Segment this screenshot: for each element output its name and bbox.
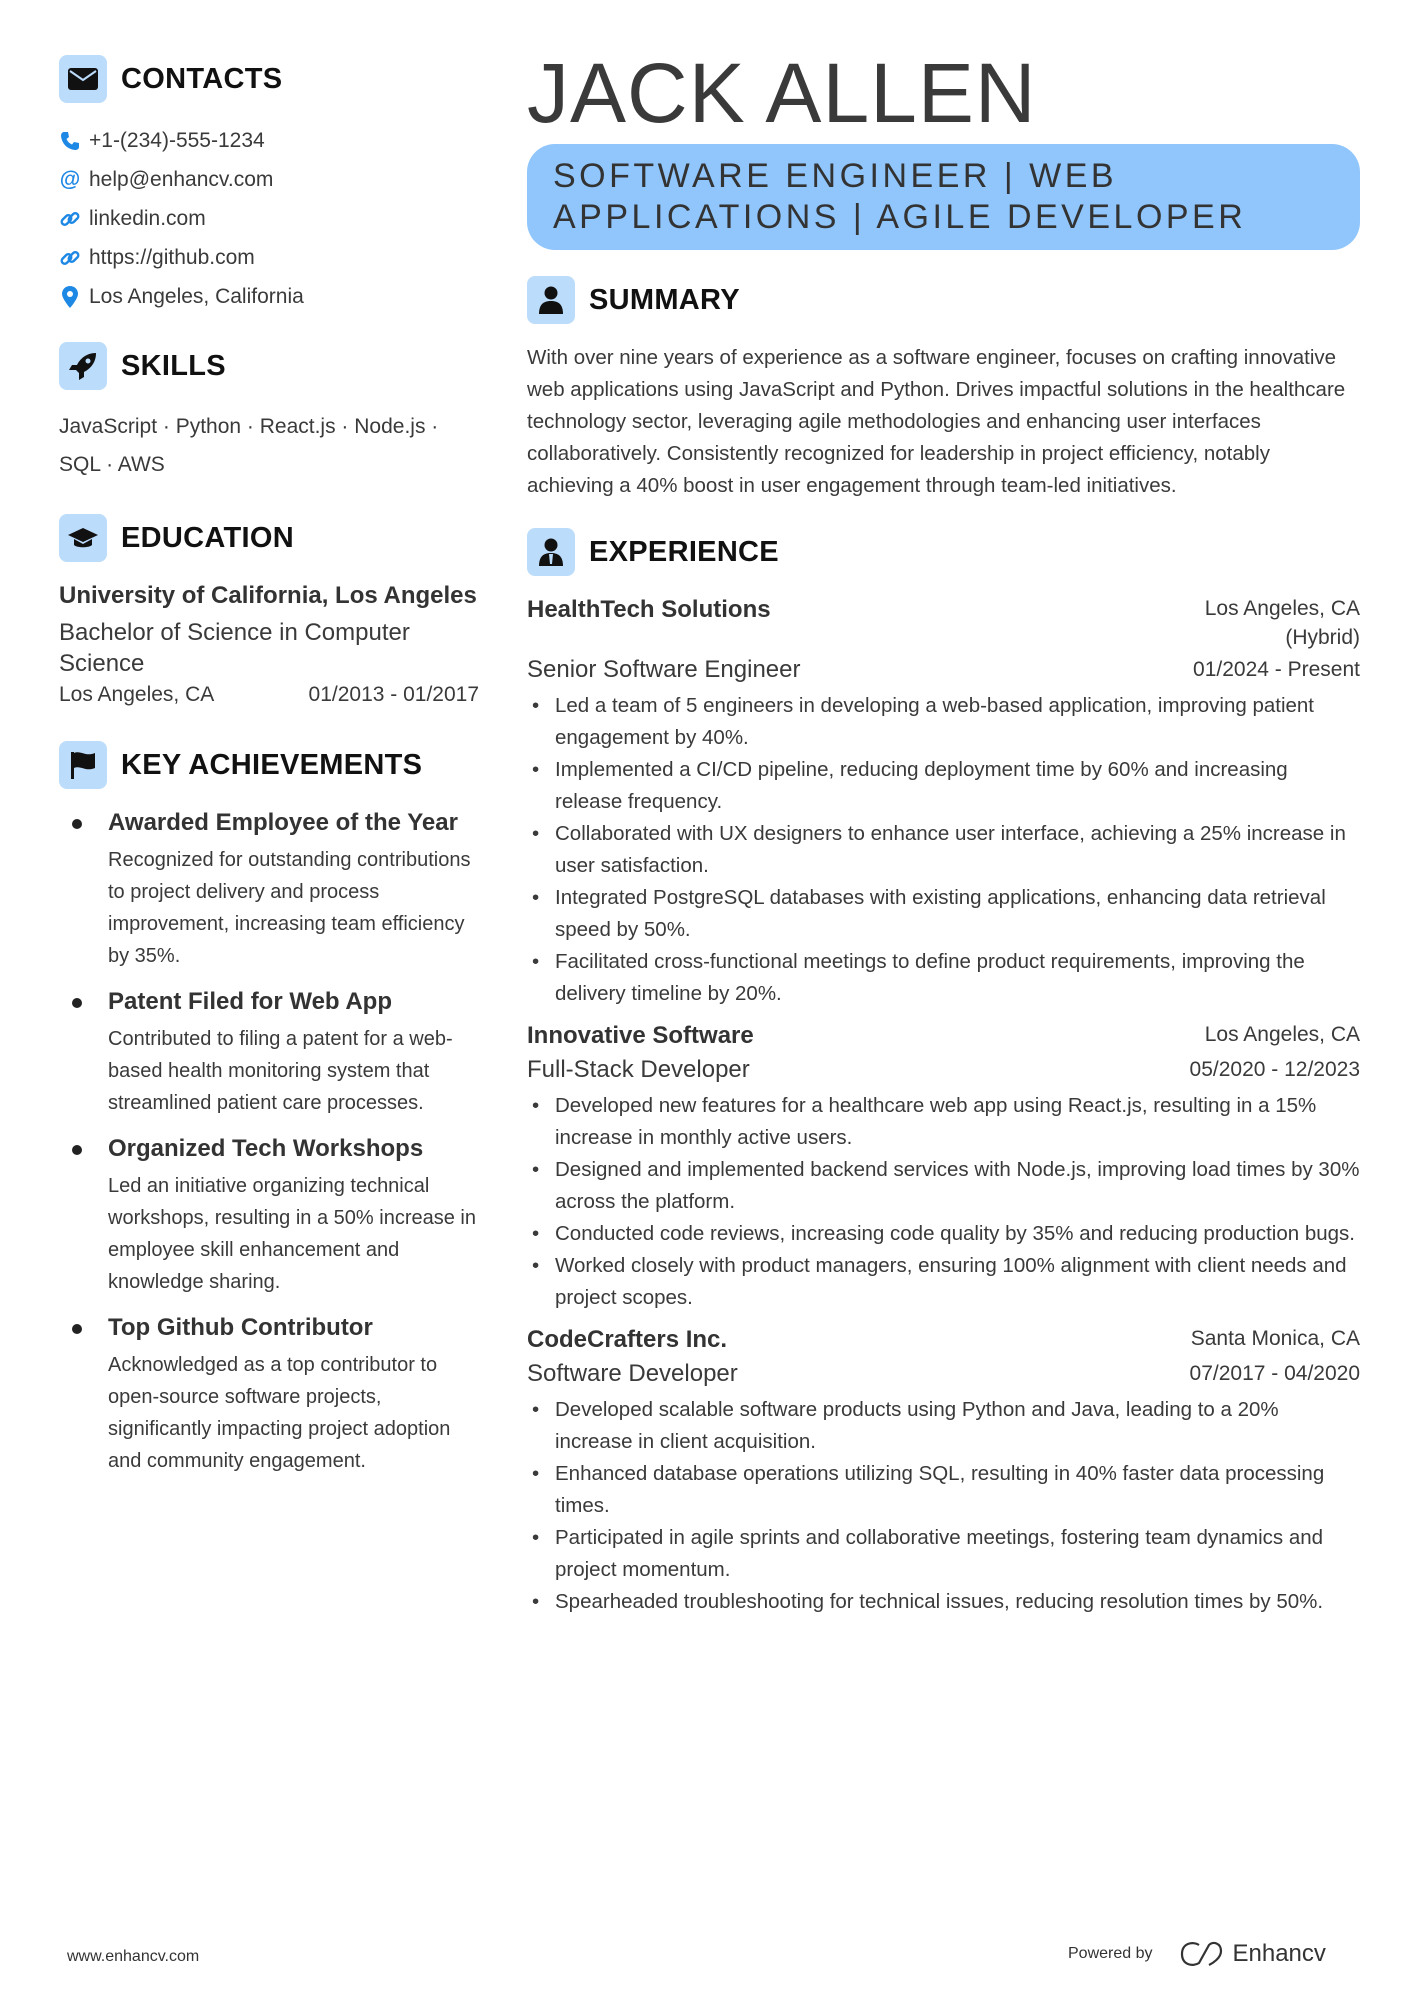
job-bullets <box>527 1394 1360 1618</box>
job-bullet: • Collaborated with UX designers to enhance user interface, achieving a 25% increase in user satisfaction. <box>527 818 1360 882</box>
section-title: KEY ACHIEVEMENTS <box>121 748 423 781</box>
job-bullet: • Worked closely with product managers, ensuring 100% alignment with client needs and project scopes. <box>527 1250 1360 1314</box>
contact-text: +1-(234)-555-1234 <box>89 128 265 152</box>
job-bullet: • Enhanced database operations utilizing SQL, resulting in 40% faster data processing times. <box>527 1458 1360 1522</box>
section-title: EDUCATION <box>121 521 294 554</box>
achievement-item <box>59 1133 479 1298</box>
job-dates: 01/2024 - Present <box>1193 658 1360 681</box>
job-location: Los Angeles, CA (Hybrid) <box>1204 597 1360 649</box>
job-role: Software Developer <box>527 1360 738 1387</box>
link-icon <box>59 248 81 268</box>
achievements-heading <box>59 741 479 789</box>
job-bullet: • Developed new features for a healthcare web app using React.js, resulting in a 15% increase in monthly active users. <box>527 1090 1360 1154</box>
flag-icon <box>59 741 107 789</box>
graduation-cap-icon <box>59 514 107 562</box>
job-role: Senior Software Engineer <box>527 656 801 683</box>
footer-website[interactable]: www.enhancv.com <box>67 1948 200 1965</box>
achievement-item <box>59 1312 479 1477</box>
job-title-banner: SOFTWARE ENGINEER | WEB APPLICATIONS | AGILE DEVELOPER <box>527 144 1360 250</box>
job-bullet: • Conducted code reviews, increasing code quality by 35% and reducing production bugs. <box>527 1218 1360 1250</box>
powered-by <box>1068 1940 1326 1968</box>
contact-text: help@enhancv.com <box>89 167 274 191</box>
job-dates: 05/2020 - 12/2023 <box>1189 1058 1360 1081</box>
left-column <box>59 55 479 1491</box>
envelope-icon <box>59 55 107 103</box>
contact-text: Los Angeles, California <box>89 284 304 308</box>
school-name: University of California, Los Angeles <box>59 582 477 609</box>
link-icon <box>59 209 81 229</box>
contact-item[interactable] <box>59 199 479 238</box>
achievement-title: Patent Filed for Web App <box>108 988 393 1015</box>
at-icon: @ <box>59 167 81 191</box>
achievement-title: Awarded Employee of the Year <box>108 809 458 836</box>
job-entry <box>527 594 1360 1010</box>
summary-heading <box>527 276 1360 324</box>
achievement-description: Led an initiative organizing technical workshops, resulting in a 50% increase in employee skill enhancement and knowledge sharing. <box>108 1175 476 1293</box>
achievement-item <box>59 807 479 972</box>
skills-heading <box>59 342 479 390</box>
phone-icon <box>59 131 81 151</box>
contacts-heading <box>59 55 479 103</box>
powered-by-label: Powered by <box>1068 1945 1153 1962</box>
job-bullet: • Designed and implemented backend services with Node.js, improving load times by 30% across the platform. <box>527 1154 1360 1218</box>
candidate-name: JACK ALLEN <box>527 46 1037 140</box>
skills-list: JavaScript · Python · React.js · Node.js · SQL · AWS <box>59 415 439 476</box>
experience-list <box>527 594 1360 1618</box>
job-bullet: • Facilitated cross-functional meetings to define product requirements, improving the delivery timeline by 20%. <box>527 946 1360 1010</box>
achievement-item <box>59 986 479 1119</box>
contact-list <box>59 121 479 316</box>
achievement-title: Top Github Contributor <box>108 1314 373 1341</box>
achievement-description: Recognized for outstanding contributions to project delivery and process improvement, increasing team efficiency by 35%. <box>108 849 471 967</box>
briefcase-user-icon <box>527 528 575 576</box>
enhancv-logo-icon <box>1179 1941 1225 1967</box>
education-location: Los Angeles, CA <box>59 683 215 706</box>
section-title: SUMMARY <box>589 283 740 316</box>
company-name: CodeCrafters Inc. <box>527 1326 728 1353</box>
job-role: Full-Stack Developer <box>527 1056 750 1083</box>
job-bullet: • Spearheaded troubleshooting for technical issues, reducing resolution times by 50%. <box>527 1586 1360 1618</box>
job-dates: 07/2017 - 04/2020 <box>1189 1362 1360 1385</box>
section-title: EXPERIENCE <box>589 535 779 568</box>
job-bullet: • Developed scalable software products using Python and Java, leading to a 20% increase in client acquisition. <box>527 1394 1360 1458</box>
contact-item[interactable] <box>59 160 479 199</box>
achievement-description: Acknowledged as a top contributor to open-source software projects, significantly impacting project adoption and community engagement. <box>108 1354 451 1472</box>
education-dates: 01/2013 - 01/2017 <box>308 683 479 706</box>
rocket-icon <box>59 342 107 390</box>
job-location: Santa Monica, CA <box>1190 1327 1360 1350</box>
contact-text: https://github.com <box>89 245 255 269</box>
right-column <box>527 48 1360 1628</box>
job-bullets <box>527 690 1360 1010</box>
enhancv-brand: Enhancv <box>1232 1940 1326 1967</box>
achievement-title: Organized Tech Workshops <box>108 1135 424 1162</box>
achievements-list <box>59 807 479 1477</box>
job-bullet: • Participated in agile sprints and collaborative meetings, fostering team dynamics and project momentum. <box>527 1522 1360 1586</box>
achievement-description: Contributed to filing a patent for a web-based health monitoring system that streamlined patient care processes. <box>108 1028 453 1114</box>
section-title: SKILLS <box>121 349 226 382</box>
summary-text: With over nine years of experience as a software engineer, focuses on crafting innovative web applications using JavaScript and Python. Drives impactful solutions in the healthcare technology sector, leveraging agile methodologies and enhancing user interfaces collaboratively. Consistently recognized for leadership in project efficiency, notably achieving a 40% boost in user engagement through team-led initiatives. <box>527 346 1346 497</box>
experience-heading <box>527 528 1360 576</box>
job-bullet: • Led a team of 5 engineers in developing a web-based application, improving patient engagement by 40%. <box>527 690 1360 754</box>
location-pin-icon <box>59 286 81 308</box>
user-icon <box>527 276 575 324</box>
section-title: CONTACTS <box>121 62 283 95</box>
degree: Bachelor of Science in Computer Science <box>59 619 410 677</box>
contact-item[interactable] <box>59 238 479 277</box>
job-bullet: • Integrated PostgreSQL databases with existing applications, enhancing data retrieval speed by 50%. <box>527 882 1360 946</box>
education-meta <box>59 683 479 707</box>
contact-text: linkedin.com <box>89 206 206 230</box>
contact-item[interactable] <box>59 121 479 160</box>
company-name: HealthTech Solutions <box>527 596 771 623</box>
job-bullet: • Implemented a CI/CD pipeline, reducing deployment time by 60% and increasing release frequency. <box>527 754 1360 818</box>
enhancv-logo[interactable] <box>1179 1940 1326 1968</box>
contact-item[interactable] <box>59 277 479 316</box>
education-heading <box>59 514 479 562</box>
company-name: Innovative Software <box>527 1022 754 1049</box>
job-location: Los Angeles, CA <box>1204 1023 1360 1046</box>
job-bullets <box>527 1090 1360 1314</box>
job-entry <box>527 1324 1360 1618</box>
job-entry <box>527 1020 1360 1314</box>
